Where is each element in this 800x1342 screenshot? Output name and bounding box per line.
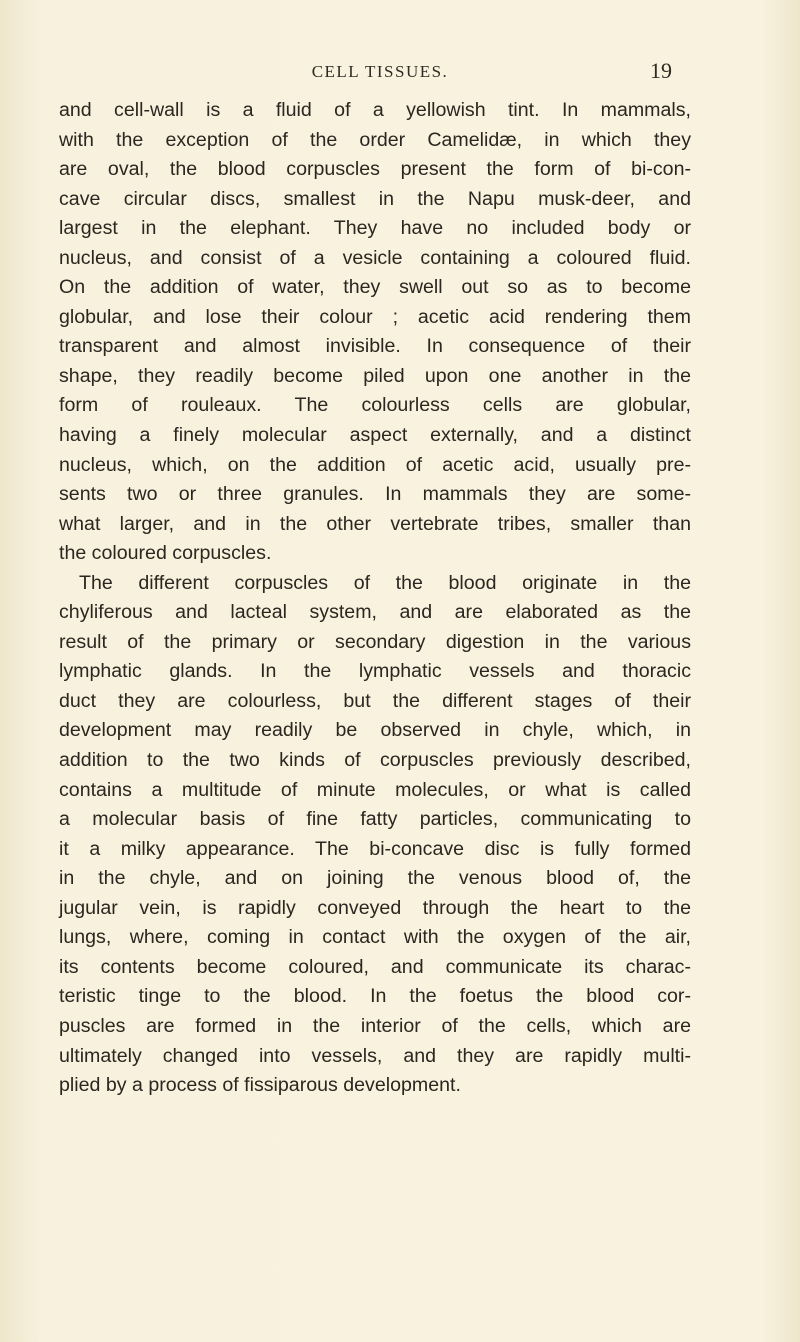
text-line: having a finely molecular aspect externally, and a distinct — [59, 424, 691, 447]
page-number: 19 — [650, 58, 672, 83]
text-line: The different corpuscles of the blood originate in the — [79, 571, 691, 594]
text-line: duct they are colourless, but the different stages of their — [59, 689, 691, 712]
text-line: chyliferous and lacteal system, and are elaborated as the — [59, 601, 691, 624]
text-line: nucleus, and consist of a vesicle containing a coloured fluid. — [59, 246, 691, 269]
text-line: jugular vein, is rapidly conveyed through the heart to the — [59, 896, 691, 919]
text-line: in the chyle, and on joining the venous blood of, the — [59, 867, 691, 890]
text-line: what larger, and in the other vertebrate tribes, smaller than — [59, 512, 691, 535]
text-line: lungs, where, coming in contact with the oxygen of the air, — [59, 926, 691, 949]
text-line: result of the primary or secondary digestion in the various — [59, 630, 691, 653]
text-line: puscles are formed in the interior of the cells, which are — [59, 1014, 691, 1037]
text-line: lymphatic glands. In the lymphatic vessels and thoracic — [59, 660, 691, 683]
text-line: development may readily be observed in chyle, which, in — [59, 719, 691, 742]
text-line: with the exception of the order Camelidæ, in which they — [59, 128, 691, 151]
text-line: contains a multitude of minute molecules, or what is called — [59, 778, 691, 801]
text-line: ultimately changed into vessels, and they are rapidly multi- — [59, 1044, 691, 1067]
text-line: teristic tinge to the blood. In the foetus the blood cor- — [59, 985, 691, 1008]
text-line: the coloured corpuscles. — [59, 542, 272, 565]
text-line: addition to the two kinds of corpuscles previously described, — [59, 749, 691, 772]
text-line: a molecular basis of fine fatty particles, communicating to — [59, 808, 691, 831]
text-line: form of rouleaux. The colourless cells are globular, — [59, 394, 691, 417]
text-line: it a milky appearance. The bi-concave disc is fully formed — [59, 837, 691, 860]
text-line: its contents become coloured, and communicate its charac- — [59, 955, 691, 978]
text-line: shape, they readily become piled upon one another in the — [59, 364, 691, 387]
text-line: cave circular discs, smallest in the Napu musk-deer, and — [59, 187, 691, 210]
running-title: CELL TISSUES. — [311, 62, 449, 81]
text-line: nucleus, which, on the addition of acetic acid, usually pre- — [59, 453, 691, 476]
text-line: globular, and lose their colour ; acetic acid rendering them — [59, 305, 691, 328]
body-text — [59, 96, 691, 1101]
text-line: and cell-wall is a fluid of a yellowish tint. In mammals, — [59, 99, 691, 121]
text-line: are oval, the blood corpuscles present the form of bi-con- — [59, 158, 691, 181]
text-line: transparent and almost invisible. In consequence of their — [59, 335, 691, 358]
text-line: sents two or three granules. In mammals they are some- — [59, 483, 691, 506]
page-header — [0, 58, 800, 88]
text-line: On the addition of water, they swell out so as to become — [59, 276, 691, 299]
text-line: plied by a process of fissiparous development. — [59, 1074, 461, 1097]
text-line: largest in the elephant. They have no included body or — [59, 217, 691, 240]
